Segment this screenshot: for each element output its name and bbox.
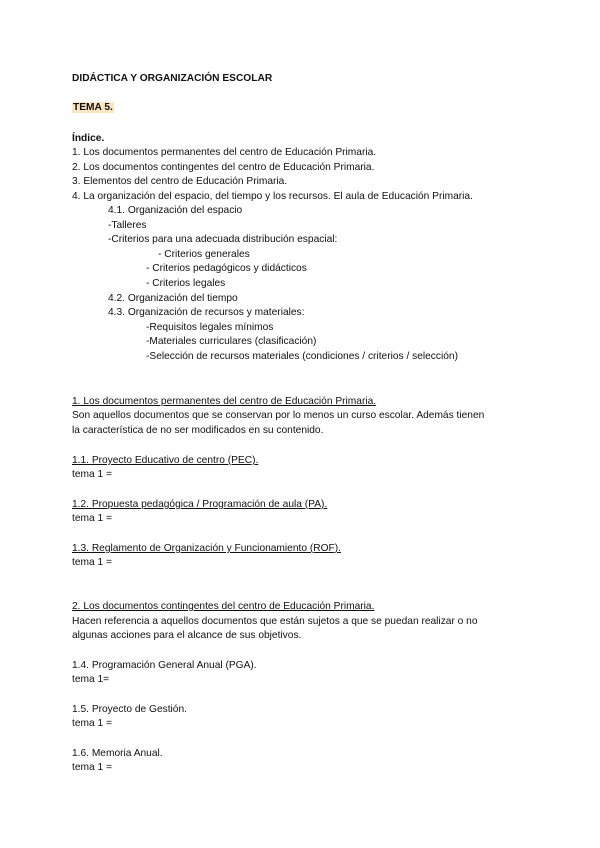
subsection-text: tema 1 = bbox=[72, 469, 112, 480]
section2-heading: 2. Los documentos contingentes del centro de Educación Primaria. bbox=[72, 601, 375, 612]
section1-text: Son aquellos documentos que se conservan por lo menos un curso escolar. Además tienen bbox=[72, 410, 485, 421]
index-item: 4.2. Organización del tiempo bbox=[108, 293, 238, 304]
document-title: DIDÁCTICA Y ORGANIZACIÓN ESCOLAR bbox=[72, 73, 273, 84]
subsection-heading: 1.5. Proyecto de Gestión. bbox=[72, 704, 187, 715]
index-item: 4.1. Organización del espacio bbox=[108, 205, 243, 216]
index-item: 3. Elementos del centro de Educación Primaria. bbox=[72, 176, 288, 187]
tema-label bbox=[72, 101, 114, 114]
index-item: -Materiales curriculares (clasificación) bbox=[146, 336, 317, 347]
section2-text: Hacen referencia a aquellos documentos que están sujetos a que se puedan realizar o no bbox=[72, 616, 478, 627]
index-item: - Criterios generales bbox=[158, 249, 250, 260]
subsection-text: tema 1 = bbox=[72, 718, 112, 729]
section2-text: algunas acciones para el alcance de sus objetivos. bbox=[72, 630, 302, 641]
index-item: - Criterios legales bbox=[146, 278, 226, 289]
subsection-text: tema 1= bbox=[72, 674, 110, 685]
index-item: - Criterios pedagógicos y didácticos bbox=[146, 263, 307, 274]
index-item: 4. La organización del espacio, del tiempo y los recursos. El aula de Educación Primaria. bbox=[72, 191, 473, 202]
subsection-text: tema 1 = bbox=[72, 557, 112, 568]
index-item: -Requisitos legales mínimos bbox=[146, 322, 274, 333]
subsection-heading: 1.6. Memoria Anual. bbox=[72, 748, 163, 759]
section1-text: la característica de no ser modificados en su contenido. bbox=[72, 425, 324, 436]
subsection-heading: 1.1. Proyecto Educativo de centro (PEC). bbox=[72, 455, 259, 466]
index-item: -Selección de recursos materiales (condiciones / criterios / selección) bbox=[146, 351, 458, 362]
tema-highlight: TEMA 5. bbox=[73, 102, 113, 113]
index-item: 1. Los documentos permanentes del centro de Educación Primaria. bbox=[72, 147, 377, 158]
subsection-text: tema 1 = bbox=[72, 513, 112, 524]
subsection-heading: 1.3. Reglamento de Organización y Funcionamiento (ROF). bbox=[72, 543, 341, 554]
index-heading: Índice. bbox=[72, 133, 105, 144]
index-item: 2. Los documentos contingentes del centro de Educación Primaria. bbox=[72, 162, 375, 173]
subsection-heading: 1.2. Propuesta pedagógica / Programación de aula (PA). bbox=[72, 499, 328, 510]
index-item: 4.3. Organización de recursos y materiales: bbox=[108, 307, 305, 318]
subsection-heading: 1.4. Programación General Anual (PGA). bbox=[72, 660, 257, 671]
index-item: -Criterios para una adecuada distribución espacial: bbox=[108, 234, 338, 245]
section1-heading: 1. Los documentos permanentes del centro de Educación Primaria. bbox=[72, 396, 377, 407]
index-item: -Talleres bbox=[108, 220, 147, 231]
subsection-text: tema 1 = bbox=[72, 762, 112, 773]
